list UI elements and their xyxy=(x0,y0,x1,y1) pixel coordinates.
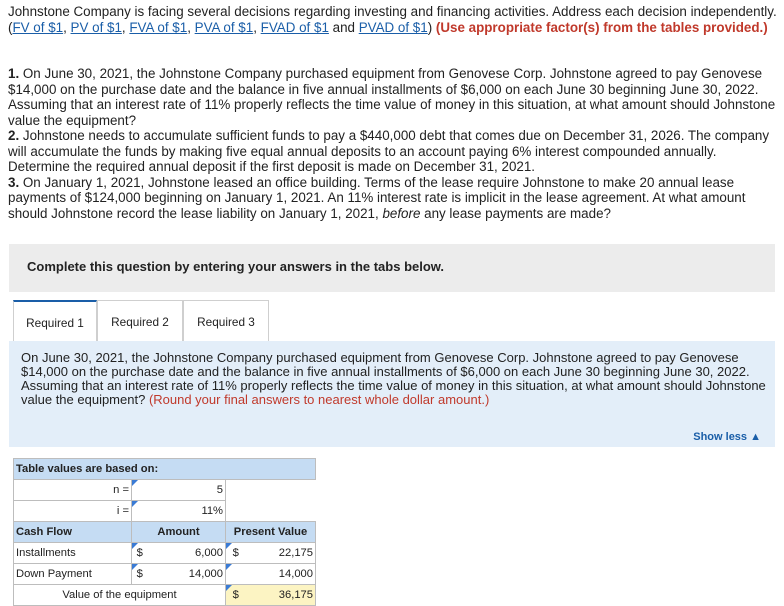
down-payment-pv-input[interactable]: 14,000 xyxy=(246,564,316,585)
panel-question: On June 30, 2021, the Johnstone Company purchased equipment from Genovese Corp. Johnstone agreed to pay Genovese $14,000 on the purchase date and the balance in five annual installments of $6,000 on each June 30 beginning June 30, 2022. Assuming that an interest rate of 11% properly reflects the time value of money in this situation, at what amount should Johnstone value the equipment? (Round your final answers to nearest whole dollar amount.) xyxy=(21,350,766,407)
tab-required-1[interactable]: Required 1 xyxy=(13,300,97,343)
down-payment-amount-input[interactable]: 14,000 xyxy=(148,564,226,585)
installments-amount-input[interactable]: 6,000 xyxy=(148,543,226,564)
link-pv[interactable]: PV of $1 xyxy=(70,19,122,35)
i-label: i = xyxy=(14,501,132,522)
intro-text: Johnstone Company is facing several decisions regarding investing and financing activities. Address each decision independently. ( xyxy=(8,4,777,35)
show-less-toggle[interactable]: Show less ▲ xyxy=(693,431,761,443)
problem-2: 2. Johnstone needs to accumulate sufficient funds to pay a $440,000 debt that comes due on December 31, 2026. The company will accumulate the funds by making five equal annual deposits to an account paying 6% interest compounded annually. Determine the required annual deposit if the first deposit is made on December 31, 2021. xyxy=(8,128,770,174)
link-pva[interactable]: PVA of $1 xyxy=(194,19,254,35)
equipment-value-total[interactable]: 36,175 xyxy=(246,585,316,606)
table-row: Down Payment $ 14,000 14,000 xyxy=(14,564,316,585)
down-payment-label: Down Payment xyxy=(14,564,132,585)
intro-paragraph: Johnstone Company is facing several decisions regarding investing and financing activities. Address each decision independently. (FV of $1, PV of $1, FVA of $1, PVA of $1, FVAD of $1 and PVAD of $1) (Use appropriate factor(s) from the tables provided.) xyxy=(8,4,777,35)
link-fva[interactable]: FVA of $1 xyxy=(129,19,188,35)
problem-list xyxy=(8,66,778,221)
equipment-value-label: Value of the equipment xyxy=(14,585,226,606)
tab-required-2[interactable]: Required 2 xyxy=(97,300,183,343)
factor-instruction: (Use appropriate factor(s) from the tables provided.) xyxy=(435,19,768,35)
present-value-header: Present Value xyxy=(226,522,316,543)
problem-3: 3. On January 1, 2021, Johnstone leased an office building. Terms of the lease require Johnstone to make 20 annual lease payments of $124,000 beginning on January 1, 2021. An 11% interest rate is implicit in the lease agreement. At what amount should Johnstone record the lease liability on January 1, 2021, before any lease payments are made? xyxy=(8,174,746,221)
i-input[interactable]: 11% xyxy=(132,501,226,522)
n-label: n = xyxy=(14,480,132,501)
table-row: Installments $ 6,000 $ 22,175 xyxy=(14,543,316,564)
amount-header: Amount xyxy=(132,522,226,543)
pv-calculation-table: Table values are based on: n = 5 i = 11% Cash Flow Amount Present Value Installments $ 6,000 $ 22,175 Down Payment $ 14,000 14,000 Value of the equipment $ 36,175 xyxy=(13,458,316,606)
installments-label: Installments xyxy=(14,543,132,564)
problem-1: 1. On June 30, 2021, the Johnstone Company purchased equipment from Genovese Corp. Johnstone agreed to pay Genovese $14,000 on the purchase date and the balance in five annual installments of $6,000 on each June 30 beginning June 30, 2022. Assuming that an interest rate of 11% properly reflects the time value of money in this situation, at what amount should Johnstone value the equipment? xyxy=(8,66,776,128)
link-fvad[interactable]: FVAD of $1 xyxy=(260,19,329,35)
cash-flow-header: Cash Flow xyxy=(14,522,132,543)
link-fv[interactable]: FV of $1 xyxy=(12,19,64,35)
tab-required-3[interactable]: Required 3 xyxy=(183,300,269,343)
link-pvad[interactable]: PVAD of $1 xyxy=(358,19,428,35)
n-input[interactable]: 5 xyxy=(132,480,226,501)
complete-question-banner: Complete this question by entering your answers in the tabs below. xyxy=(9,244,775,292)
installments-pv-input[interactable]: 22,175 xyxy=(246,543,316,564)
question-panel xyxy=(9,341,775,447)
table-values-header: Table values are based on: xyxy=(14,459,316,480)
